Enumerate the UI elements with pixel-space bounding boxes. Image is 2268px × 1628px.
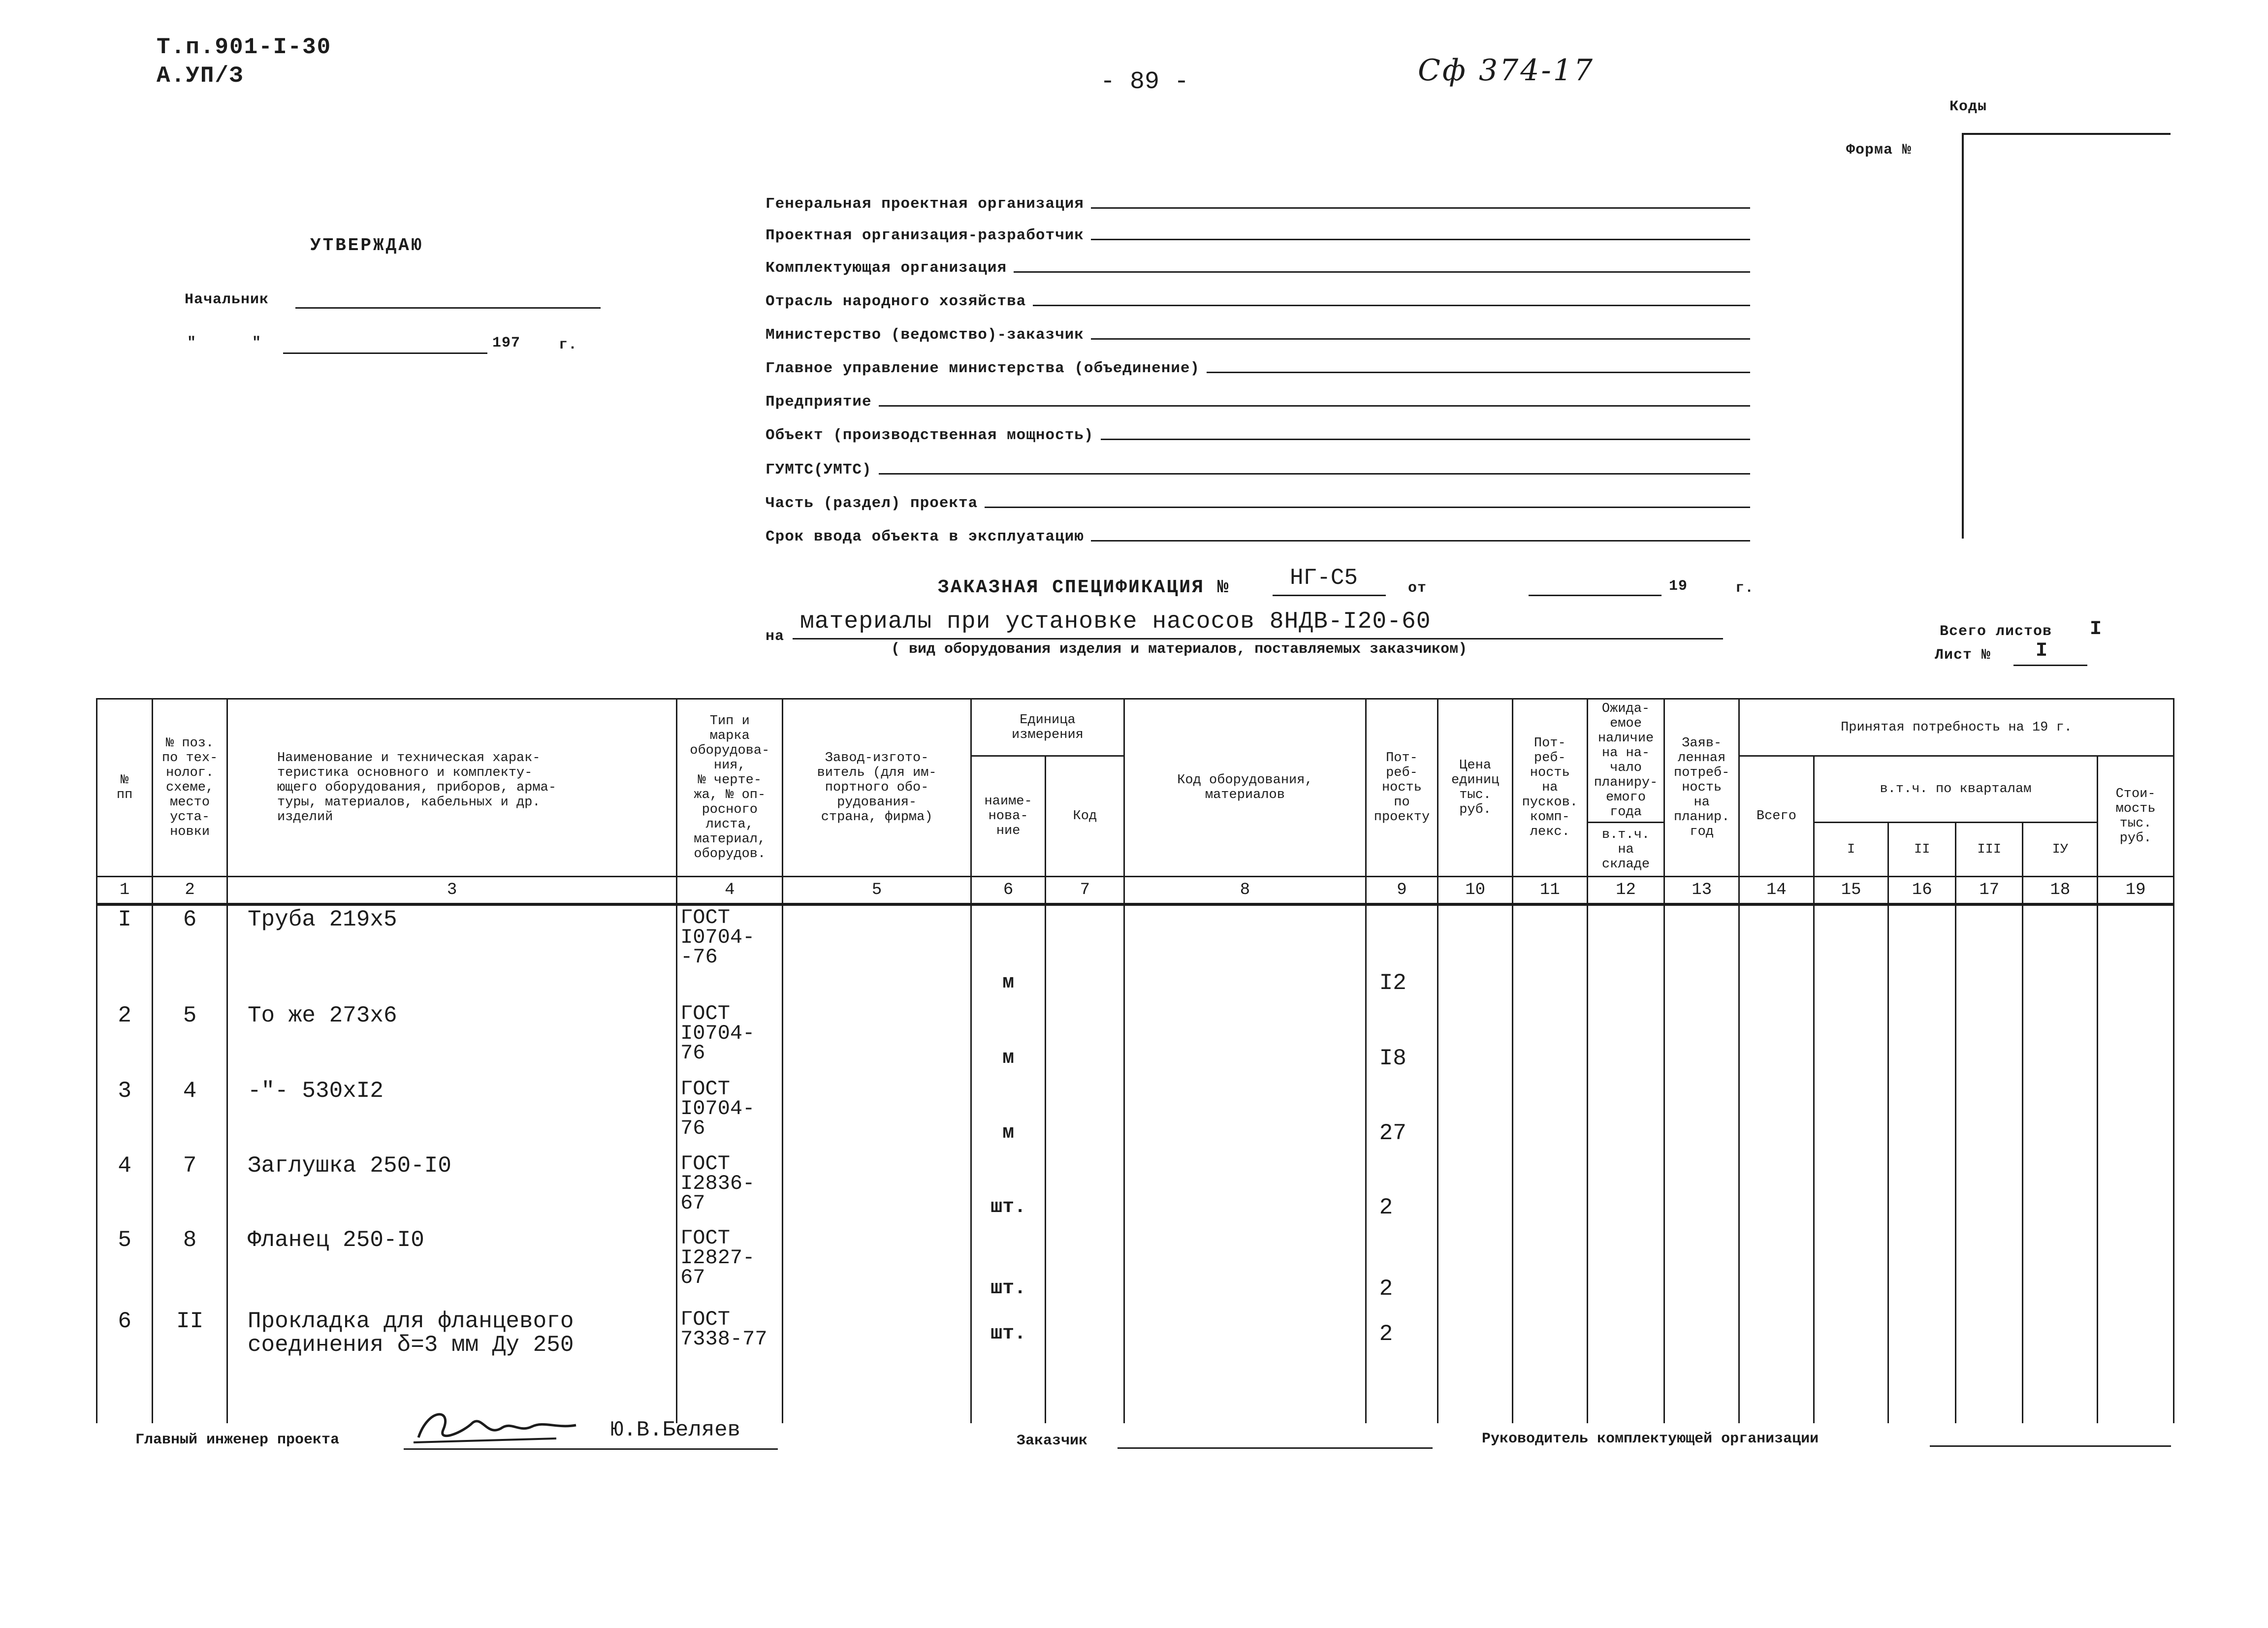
sheets-total-value: I [2090,618,2103,640]
org-field-commissioning-date [766,518,1750,545]
header-quarter-1: I [1814,823,1888,877]
org-field-label: Министерство (ведомство)-заказчик [766,326,1084,344]
column-number: 10 [1438,877,1513,905]
row-unit-code [1046,1308,1124,1423]
specification-table [96,698,2174,1423]
column-number: 15 [1814,877,1888,905]
form-number-label: Форма № [1846,142,1912,159]
org-field-line [1091,207,1750,209]
row-q2 [1888,1077,1956,1152]
row-unit: шт. [971,1226,1046,1308]
row-startup-need [1512,1308,1587,1423]
org-field-label: Предприятие [766,393,872,411]
handwritten-code: Сф 374-17 [1418,53,1595,88]
header-manufacturer: Завод-изгото- витель (для им- портного обо- рудования- страна, фирма) [783,699,971,877]
header-type-mark: Тип и марка оборудова- ния, № черте- жа, № оп- росного листа, материал, оборудов. [677,699,783,877]
row-q4 [2023,1077,2098,1152]
org-field-ministry [766,316,1750,344]
row-declared-need [1664,1308,1739,1423]
approval-date-line [283,352,487,354]
row-startup-need [1512,1152,1587,1227]
row-name: -"- 530xI2 [227,1077,676,1152]
row-q4 [2023,1152,2098,1227]
spec-number: НГ-С5 [1290,565,1358,591]
header-unit-price: Цена единиц тыс. руб. [1438,699,1513,877]
chief-engineer-label: Главный инженер проекта [135,1432,340,1448]
spec-na: на [766,628,785,645]
header-name: Наименование и техническая харак- теристика основного и комплекту- ющего оборудования, приборов, арма- туры, материалов, кабельных и др. изделий [227,699,676,877]
row-declared-need [1664,1226,1739,1308]
row-q2 [1888,1152,1956,1227]
org-field-line [985,507,1750,508]
row-q1 [1814,1152,1888,1227]
row-price [1438,1226,1513,1308]
header-row-number: № пп [97,699,153,877]
org-field-line [1033,305,1750,306]
row-manufacturer [783,1077,971,1152]
org-field-line [879,405,1750,407]
row-quantity: 2 [1366,1308,1438,1423]
header-accepted-need: Принятая потребность на 19 г. [1739,699,2174,756]
header-project-need: Пот- реб- ность по проекту [1366,699,1438,877]
row-expected-stock [1587,1152,1664,1227]
row-q1 [1814,1002,1888,1078]
org-field-gumts [766,451,1750,479]
row-number: 4 [97,1152,153,1227]
org-field-economy-branch [766,283,1750,310]
header-quarters: в.т.ч. по кварталам [1814,756,2097,823]
row-q1 [1814,904,1888,1002]
row-q3 [1955,1002,2023,1078]
header-expected-stock: Ожида- емое наличие на на- чало планиру- емого года [1587,699,1664,823]
row-gost: ГОСТ I0704-76 [677,1002,783,1078]
row-equipment-code [1124,1077,1366,1152]
org-field-line [879,473,1750,475]
row-manufacturer [783,1226,971,1308]
column-number: 14 [1739,877,1814,905]
row-equipment-code [1124,1226,1366,1308]
row-position: 5 [153,1002,227,1078]
row-name: Труба 219x5 [227,904,676,1002]
org-field-label: Отрасль народного хозяйства [766,293,1026,310]
row-q2 [1888,1226,1956,1308]
row-q3 [1955,1152,2023,1227]
column-number: 2 [153,877,227,905]
row-number: 2 [97,1002,153,1078]
approval-title: УТВЕРЖДАЮ [310,235,424,255]
date-quote-open: " [187,335,197,351]
sheet-value: I [2036,640,2048,662]
row-name: Прокладка для фланцевого соединения δ=3 мм Ду 250 [227,1308,676,1423]
customer-label: Заказчик [1017,1433,1088,1449]
row-total [1739,1226,1814,1308]
org-field-label: Часть (раздел) проекта [766,495,978,512]
column-number: 19 [2098,877,2174,905]
row-q4 [2023,1226,2098,1308]
row-quantity: I8 [1366,1002,1438,1078]
sheet-label: Лист № [1935,647,1991,664]
row-expected-stock [1587,904,1664,1002]
row-number: I [97,904,153,1002]
spec-year: 19 [1669,578,1688,595]
row-declared-need [1664,1002,1739,1078]
row-expected-stock [1587,1002,1664,1078]
row-price [1438,1077,1513,1152]
org-field-label: Генеральная проектная организация [766,195,1084,213]
chief-engineer-signature-line [404,1448,778,1450]
spec-year-suffix: г. [1735,580,1755,597]
column-number: 5 [783,877,971,905]
row-price [1438,1002,1513,1078]
row-equipment-code [1124,1002,1366,1078]
row-equipment-code [1124,904,1366,1002]
org-field-line [1091,540,1750,542]
row-total [1739,1002,1814,1078]
row-equipment-code [1124,1308,1366,1423]
approval-year-suffix: г. [559,337,578,353]
row-quantity: 2 [1366,1226,1438,1308]
row-cost [2098,1226,2174,1308]
header-unit-name: наиме- нова- ние [971,756,1046,877]
row-quantity: 2 [1366,1152,1438,1227]
row-cost [2098,1152,2174,1227]
row-q3 [1955,904,2023,1002]
row-gost: ГОСТ I0704- -76 [677,904,783,1002]
org-field-enterprise [766,383,1750,411]
header-unit-group: Единица измерения [971,699,1124,756]
row-q2 [1888,1308,1956,1423]
table-row [97,904,2174,1002]
signature-scribble [409,1403,586,1447]
row-expected-stock [1587,1077,1664,1152]
row-unit: шт. [971,1152,1046,1227]
header-total: Всего [1739,756,1814,877]
row-position: 8 [153,1226,227,1308]
row-cost [2098,1002,2174,1078]
row-total [1739,1152,1814,1227]
row-price [1438,1308,1513,1423]
column-number: 4 [677,877,783,905]
row-position: II [153,1308,227,1423]
table-row [97,1152,2174,1227]
row-cost [2098,1077,2174,1152]
row-manufacturer [783,1152,971,1227]
org-field-line [1207,372,1750,373]
header-declared-need: Заяв- ленная потреб- ность на планир. год [1664,699,1739,877]
column-number: 9 [1366,877,1438,905]
column-number: 8 [1124,877,1366,905]
org-field-label: ГУМТС(УМТС) [766,461,872,479]
sheet-line [2013,665,2087,666]
date-quote-close: " [252,335,262,351]
row-gost: ГОСТ 7338-77 [677,1308,783,1423]
row-declared-need [1664,1152,1739,1227]
chief-engineer-name: Ю.В.Беляев [610,1418,741,1442]
spec-subject-line [793,638,1723,639]
row-price [1438,1152,1513,1227]
org-field-label: Объект (производственная мощность) [766,427,1094,444]
row-q3 [1955,1226,2023,1308]
row-expected-stock [1587,1308,1664,1423]
row-quantity: I2 [1366,904,1438,1002]
row-position: 4 [153,1077,227,1152]
row-price [1438,904,1513,1002]
row-position: 6 [153,904,227,1002]
org-field-design-developer [766,217,1750,244]
header-unit-code: Код [1046,756,1124,877]
header-quarter-2: II [1888,823,1956,877]
row-q4 [2023,904,2098,1002]
org-field-label: Проектная организация-разработчик [766,227,1084,244]
column-number: 1 [97,877,153,905]
row-number: 6 [97,1308,153,1423]
row-q3 [1955,1308,2023,1423]
row-cost [2098,1308,2174,1423]
column-number: 11 [1512,877,1587,905]
codes-box [1962,133,2171,539]
org-field-line [1014,271,1750,273]
org-field-line [1091,338,1750,340]
row-q4 [2023,1002,2098,1078]
row-number: 5 [97,1226,153,1308]
row-gost: ГОСТ I2836-67 [677,1152,783,1227]
org-field-line [1091,239,1750,240]
row-equipment-code [1124,1152,1366,1227]
spec-subject: материалы при установке насосов 8НДВ-I20-60 [800,608,1431,635]
spec-subject-note: ( вид оборудования изделия и материалов, поставляемых заказчиком) [891,641,1468,658]
table-row [97,1002,2174,1078]
org-field-label: Срок ввода объекта в эксплуатацию [766,528,1084,545]
row-unit-code [1046,904,1124,1002]
header-equipment-code: Код оборудования, материалов [1124,699,1366,877]
row-expected-stock [1587,1226,1664,1308]
spec-from: от [1408,580,1427,597]
column-number: 18 [2023,877,2098,905]
row-total [1739,1308,1814,1423]
spec-title: ЗАКАЗНАЯ СПЕЦИФИКАЦИЯ № [938,577,1230,598]
head-signature-line [1930,1445,2171,1447]
org-field-label: Главное управление министерства (объединение) [766,360,1200,377]
row-startup-need [1512,1226,1587,1308]
row-total [1739,904,1814,1002]
row-number: 3 [97,1077,153,1152]
customer-signature-line [1118,1447,1433,1449]
spec-date-line [1529,595,1661,596]
project-ref-line1: Т.п.901-I-30 [157,34,332,60]
page-number: - 89 - [1100,68,1189,96]
header-cost: Стои- мость тыс. руб. [2098,756,2174,877]
row-q2 [1888,1002,1956,1078]
row-manufacturer [783,904,971,1002]
column-number: 7 [1046,877,1124,905]
org-field-general-design [766,185,1750,213]
row-unit: м [971,1077,1046,1152]
row-name: Фланец 250-I0 [227,1226,676,1308]
row-q1 [1814,1308,1888,1423]
row-declared-need [1664,904,1739,1002]
row-name: То же 273x6 [227,1002,676,1078]
org-field-object [766,416,1750,444]
spec-number-line [1273,595,1386,596]
project-ref-line2: А.УП/З [157,63,244,89]
row-q4 [2023,1308,2098,1423]
chief-signature-line [295,307,601,309]
header-startup-need: Пот- реб- ность на пусков. комп- лекс. [1512,699,1587,877]
row-unit-code [1046,1152,1124,1227]
column-number: 17 [1955,877,2023,905]
row-name: Заглушка 250-I0 [227,1152,676,1227]
column-number: 6 [971,877,1046,905]
header-position: № поз. по тех- нолог. схеме, место уста- новки [153,699,227,877]
column-number: 12 [1587,877,1664,905]
table-row [97,1077,2174,1152]
row-position: 7 [153,1152,227,1227]
chief-label: Начальник [185,291,269,308]
row-q2 [1888,904,1956,1002]
codes-title: Коды [1949,98,1987,115]
row-quantity: 27 [1366,1077,1438,1152]
row-cost [2098,904,2174,1002]
table-row [97,1226,2174,1308]
row-unit: м [971,904,1046,1002]
row-startup-need [1512,904,1587,1002]
row-manufacturer [783,1002,971,1078]
column-number: 13 [1664,877,1739,905]
header-quarter-3: III [1955,823,2023,877]
header-in-warehouse: в.т.ч. на складе [1587,823,1664,877]
header-quarter-4: IУ [2023,823,2098,877]
org-field-label: Комплектующая организация [766,259,1007,277]
org-field-project-part [766,484,1750,512]
row-total [1739,1077,1814,1152]
row-q3 [1955,1077,2023,1152]
row-startup-need [1512,1077,1587,1152]
row-unit-code [1046,1077,1124,1152]
row-unit-code [1046,1226,1124,1308]
org-field-main-directorate [766,350,1750,377]
column-number: 3 [227,877,676,905]
row-unit: шт. [971,1308,1046,1423]
row-declared-need [1664,1077,1739,1152]
row-startup-need [1512,1002,1587,1078]
row-gost: ГОСТ I0704-76 [677,1077,783,1152]
row-unit-code [1046,1002,1124,1078]
column-number: 16 [1888,877,1956,905]
row-q1 [1814,1226,1888,1308]
org-field-completing-org [766,249,1750,277]
approval-year: 197 [492,335,521,351]
row-gost: ГОСТ I2827-67 [677,1226,783,1308]
org-field-line [1101,439,1750,440]
row-manufacturer [783,1308,971,1423]
row-unit: м [971,1002,1046,1078]
sheets-total-label: Всего листов [1940,623,2052,640]
head-of-completing-org-label: Руководитель комплектующей организации [1482,1431,1819,1447]
row-q1 [1814,1077,1888,1152]
